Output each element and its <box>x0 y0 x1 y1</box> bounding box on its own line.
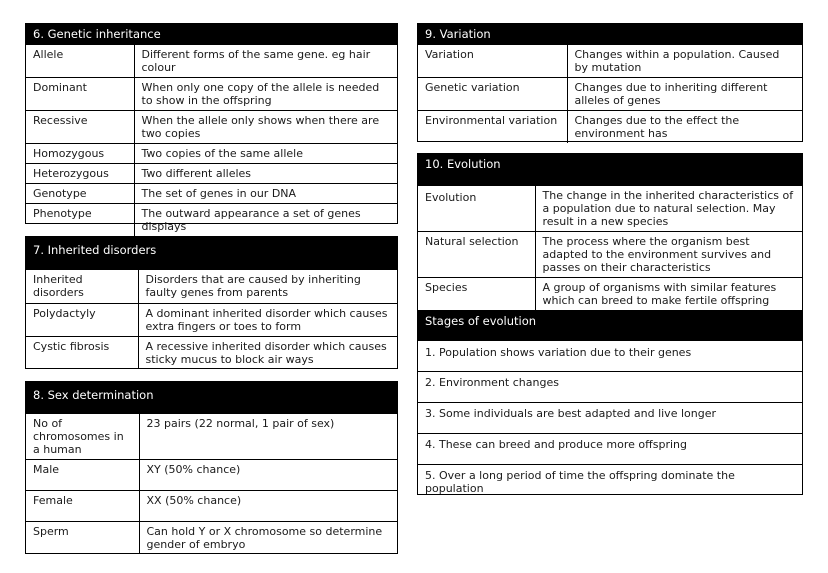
table-row <box>26 337 397 370</box>
definition-cell: Disorders that are caused by inheriting faulty genes from parents <box>138 270 397 304</box>
table-row <box>418 232 802 278</box>
term-cell: Environmental variation <box>418 111 567 144</box>
glossary-table <box>26 413 397 554</box>
definition-cell: A dominant inherited disorder which causes extra fingers or toes to form <box>138 304 397 337</box>
stages-heading: Stages of evolution <box>418 310 802 341</box>
variation-section <box>417 23 803 142</box>
term-cell: Species <box>418 278 535 311</box>
definition-cell: XX (50% chance) <box>139 491 397 522</box>
term-cell: Cystic fibrosis <box>26 337 138 370</box>
table-row <box>26 204 397 237</box>
term-cell: Evolution <box>418 186 535 232</box>
definition-cell: 23 pairs (22 normal, 1 pair of sex) <box>139 414 397 460</box>
term-cell: No of chromosomes in a human <box>26 414 139 460</box>
table-row <box>26 78 397 111</box>
term-cell: Dominant <box>26 78 134 111</box>
definition-cell: The outward appearance a set of genes displays <box>134 204 397 237</box>
term-cell: Natural selection <box>418 232 535 278</box>
table-row <box>418 111 802 144</box>
term-cell: Recessive <box>26 111 134 144</box>
evolution-section <box>417 153 803 495</box>
definition-cell: Different forms of the same gene. eg hair colour <box>134 45 397 78</box>
stage-item: 3. Some individuals are best adapted and live longer <box>418 402 802 433</box>
definition-cell: A group of organisms with similar features which can breed to make fertile offspring <box>535 278 802 311</box>
definition-cell: A recessive inherited disorder which causes sticky mucus to block air ways <box>138 337 397 370</box>
stage-item: 2. Environment changes <box>418 371 802 402</box>
term-cell: Sperm <box>26 522 139 555</box>
definition-cell: Two copies of the same allele <box>134 144 397 164</box>
table-row <box>26 414 397 460</box>
table-row <box>26 164 397 184</box>
table-row <box>26 491 397 522</box>
definition-cell: Two different alleles <box>134 164 397 184</box>
table-row <box>26 304 397 337</box>
definition-cell: When only one copy of the allele is needed to show in the offspring <box>134 78 397 111</box>
definition-cell: Changes due to inheriting different alleles of genes <box>567 78 802 111</box>
section-heading: 6. Genetic inheritance <box>26 24 397 44</box>
table-row <box>26 460 397 491</box>
section-heading: 8. Sex determination <box>26 382 397 413</box>
definition-cell: The set of genes in our DNA <box>134 184 397 204</box>
table-row <box>26 184 397 204</box>
table-row <box>418 45 802 78</box>
term-cell: Female <box>26 491 139 522</box>
stage-item: 4. These can breed and produce more offspring <box>418 433 802 464</box>
term-cell: Inherited disorders <box>26 270 138 304</box>
table-row <box>418 78 802 111</box>
term-cell: Genetic variation <box>418 78 567 111</box>
table-row <box>26 270 397 304</box>
glossary-table <box>26 44 397 236</box>
definition-cell: The process where the organism best adapted to the environment survives and passes on their characteristics <box>535 232 802 278</box>
glossary-table <box>26 269 397 369</box>
definition-cell: Changes within a population. Caused by mutation <box>567 45 802 78</box>
table-row <box>418 278 802 311</box>
section-heading: 7. Inherited disorders <box>26 237 397 269</box>
definition-cell: Changes due to the effect the environment has <box>567 111 802 144</box>
term-cell: Male <box>26 460 139 491</box>
table-row <box>418 186 802 232</box>
table-row <box>26 111 397 144</box>
glossary-table <box>418 44 802 143</box>
definition-cell: The change in the inherited characteristics of a population due to natural selection. May result in a new species <box>535 186 802 232</box>
term-cell: Allele <box>26 45 134 78</box>
stage-item: 1. Population shows variation due to their genes <box>425 346 692 359</box>
table-row <box>26 522 397 555</box>
term-cell: Phenotype <box>26 204 134 237</box>
definition-cell: When the allele only shows when there are two copies <box>134 111 397 144</box>
genetic-inheritance-section <box>25 23 398 233</box>
term-cell: Polydactyly <box>26 304 138 337</box>
glossary-table <box>418 185 802 310</box>
section-heading: 10. Evolution <box>418 154 802 185</box>
table-row <box>26 45 397 78</box>
definition-cell: XY (50% chance) <box>139 460 397 491</box>
term-cell: Heterozygous <box>26 164 134 184</box>
term-cell: Genotype <box>26 184 134 204</box>
definition-cell: Can hold Y or X chromosome so determine gender of embryo <box>139 522 397 555</box>
section-heading: 9. Variation <box>418 24 802 44</box>
term-cell: Homozygous <box>26 144 134 164</box>
stage-item: 5. Over a long period of time the offspring dominate the population <box>418 464 802 495</box>
inherited-disorders-section <box>25 236 398 369</box>
term-cell: Variation <box>418 45 567 78</box>
sex-determination-section <box>25 381 398 554</box>
table-row <box>26 144 397 164</box>
